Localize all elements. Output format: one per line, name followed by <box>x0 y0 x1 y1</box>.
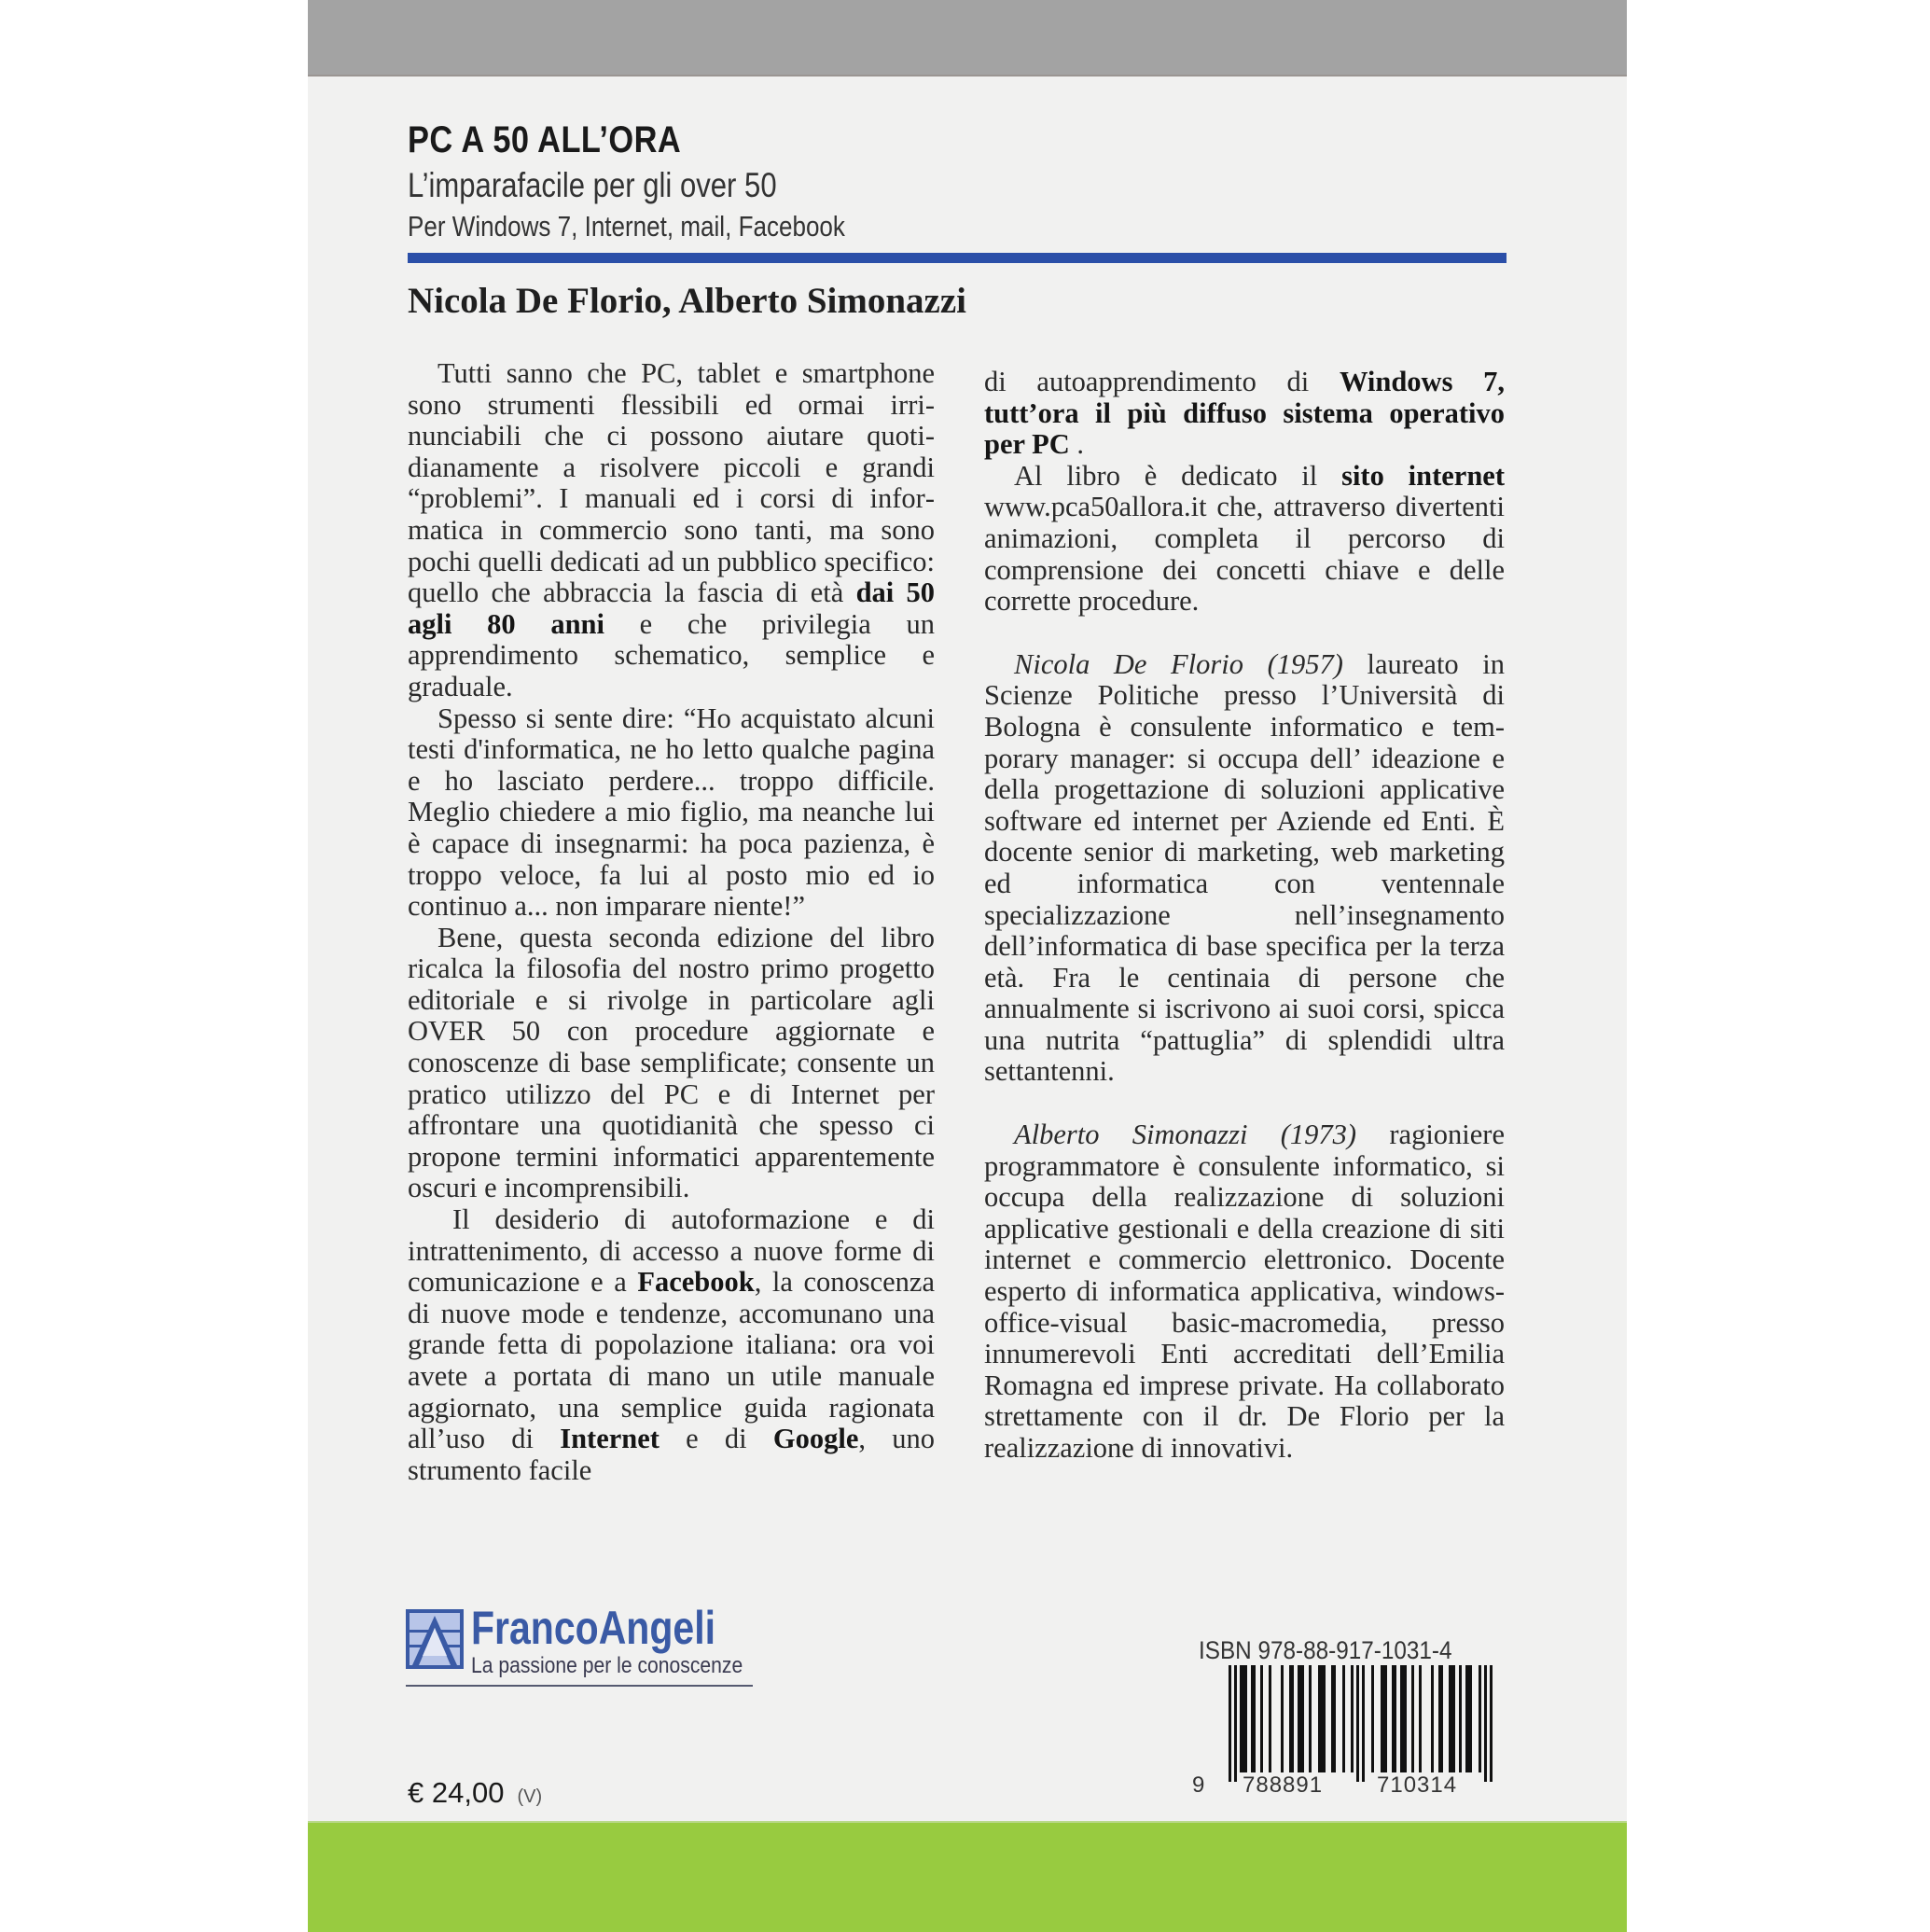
paragraph-website <box>984 461 1505 618</box>
barcode-first-digit: 9 <box>1192 1772 1205 1798</box>
paragraph-edition: Bene, questa seconda edizione del libro ricalca la filosofia del nostro primo progetto editoriale e si rivolge in particolare agli OVER 50 con procedure aggiornate e conoscenze di base semplificate; consente un pratico utilizzo del PC e di Internet per affrontare una quotidianità che spesso ci propone termini informatici apparentemente oscuri e incomprensibili. <box>408 921 935 1204</box>
text: Tutti sanno che PC, tablet e smartphone sono strumenti flessibili ed ormai irrinunciabili che ci possono aiutare quotidianamente a risolvere piccoli e grandi “problemi”. I manuali ed i corsi di informatica in commercio sono tanti, ma sono pochi quelli dedicati ad un pubblico specifico: quello che abbraccia la fascia di età <box>408 357 935 609</box>
author-bio-simonazzi <box>984 1119 1505 1465</box>
title-divider <box>408 253 1507 263</box>
emphasis-internet: Internet <box>560 1423 660 1455</box>
text: www.pca50allora.it che, attraverso divertenti animazioni, completa il percorso di comprensione dei concetti chiave e delle corrette procedure. <box>984 491 1505 618</box>
publisher-name: FrancoAngeli <box>471 1602 715 1654</box>
book-tagline: Per Windows 7, Internet, mail, Facebook <box>408 210 845 243</box>
book-authors: Nicola De Florio, Alberto Simonazzi <box>408 281 966 321</box>
author-name: Alberto Simonazzi (1973) <box>1014 1119 1357 1151</box>
paragraph-desire <box>408 1204 935 1486</box>
text: laureato in Scienze Politiche presso l’Università di Bologna è consulente informatico e temporary manager: si occupa dell’ ideazione e della progettazione di soluzioni applicative software ed internet per Aziende ed Enti. È docente senior di marketing, web marketing ed informatica con ventennale specializzazione nell’insegnamento dell’informatica di base specifica per la terza età. Fra le centinaia di persone che annualmente si iscrivono ai suoi corsi, spicca una nutrita “pattuglia” di splendidi ultra settantenni. <box>984 647 1505 1088</box>
paragraph-windows <box>984 367 1505 461</box>
francoangeli-a-logo-icon <box>406 1609 464 1669</box>
description-column-right <box>984 367 1505 1465</box>
text: ragioniere programmatore è consulente informatico, si occupa della realizzazione di soluzioni applicative gestionali e della creazione di siti internet e commercio elettronico. Docente esperto di informatica applicativa, windows-office-visual basic-macromedia, presso innumerevoli Enti accreditati dell’Emilia Romagna ed imprese private. Ha collaborato strettamente con il dr. De Florio per la realizzazione di innovativi. <box>984 1119 1506 1464</box>
emphasis-website: sito internet <box>1341 459 1506 492</box>
book-back-cover <box>308 0 1627 1930</box>
emphasis-google: Google <box>772 1423 859 1455</box>
author-bio-de-florio <box>984 649 1505 1088</box>
text: Il desiderio di autoformazione e di intrattenimento, di accesso a nuove forme di comunicazione e a <box>408 1203 935 1299</box>
barcode-right-digits: 710314 <box>1377 1772 1458 1798</box>
text: , la conoscenza di nuove mode e tendenze, accomunano una grande fetta di popolazione italiana: ora voi avete a portata di mano un utile manuale aggiornato, una semplice guida ragionata all’uso di <box>408 1266 935 1455</box>
logo-underline <box>406 1685 753 1687</box>
price <box>408 1776 542 1810</box>
price-code: (V) <box>517 1786 543 1807</box>
bottom-green-band <box>308 1821 1627 1932</box>
author-name: Nicola De Florio (1957) <box>1014 647 1343 680</box>
text: Al libro è dedicato il <box>1014 459 1342 492</box>
price-value: € 24,00 <box>408 1776 505 1809</box>
emphasis-facebook: Facebook <box>637 1266 755 1299</box>
paragraph-intro <box>408 358 935 703</box>
text: . <box>1069 428 1085 461</box>
text: e che privilegia un apprendimento schematico, semplice e graduale. <box>408 607 935 702</box>
text: , uno strumento facile <box>408 1423 935 1486</box>
publisher-tagline: La passione per le conoscenze <box>471 1653 743 1678</box>
publisher-logo <box>406 1603 760 1692</box>
emphasis-age-range: dai 50 agli 80 anni <box>408 577 936 640</box>
description-column-left <box>408 358 935 1486</box>
barcode-left-digits: 788891 <box>1243 1772 1324 1798</box>
paragraph-quote: Spesso si sente dire: “Ho acquistato alcuni testi d'informatica, ne ho letto qualche pagina e ho lasciato perdere... troppo difficile. Meglio chiedere a mio figlio, ma neanche lui è capace di insegnarmi: ha poca pazienza, è troppo veloce, fa lui al posto mio ed io continuo a... non imparare niente!” <box>408 702 935 923</box>
book-subtitle: L’imparafacile per gli over 50 <box>408 166 777 204</box>
isbn-label: ISBN 978-88-917-1031-4 <box>1199 1636 1452 1664</box>
top-gray-band <box>308 0 1627 76</box>
book-title: PC A 50 ALL’ORA <box>408 119 682 160</box>
emphasis-windows: Windows 7, tutt’ora il più diffuso sistema operativo per PC <box>984 366 1506 461</box>
text: e di <box>659 1423 773 1455</box>
text: di autoapprendimento di <box>984 366 1340 397</box>
barcode-icon <box>1227 1665 1497 1777</box>
